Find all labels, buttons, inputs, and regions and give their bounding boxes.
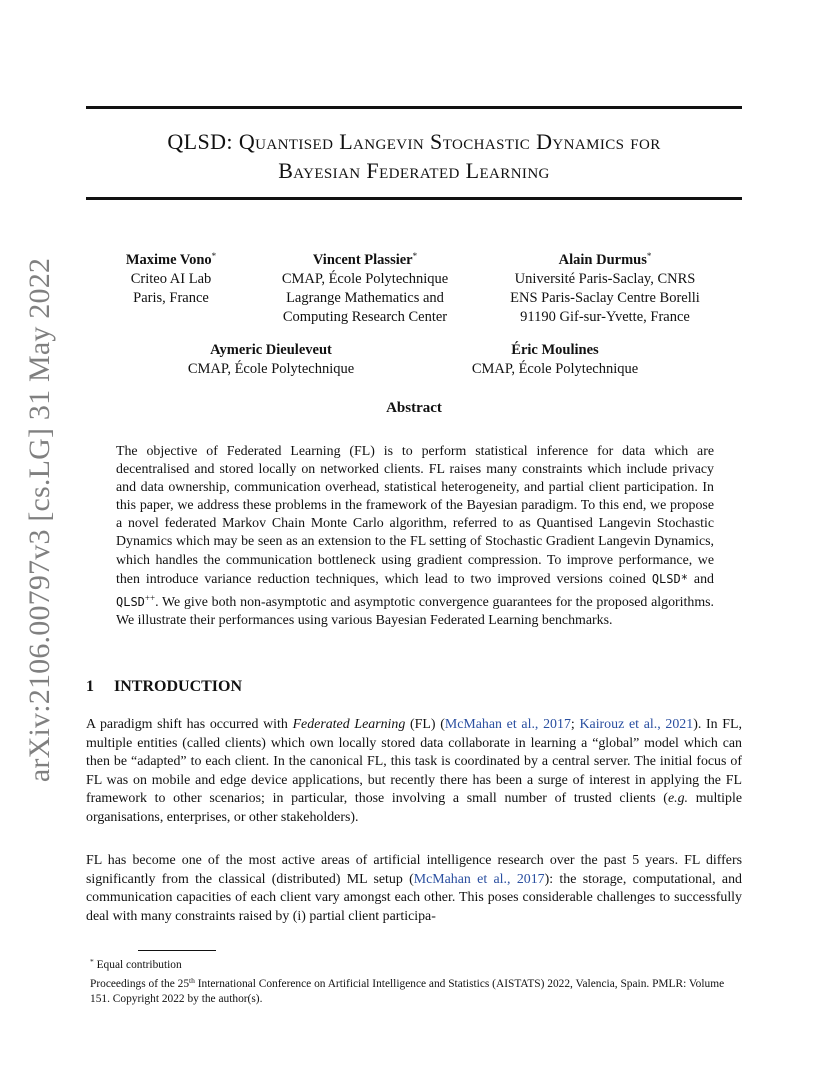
author-affiliation: Lagrange Mathematics and — [286, 290, 444, 306]
citation-link[interactable]: McMahan et al., 2017 — [413, 871, 545, 887]
footnote-rule — [138, 950, 216, 951]
title-top-rule — [86, 106, 742, 109]
author-affiliation: Criteo AI Lab — [130, 271, 212, 287]
citation-link[interactable]: Kairouz et al., 2021 — [579, 717, 694, 732]
author-block — [96, 247, 246, 308]
author-name: Vincent Plassier* — [312, 251, 418, 268]
author-block — [492, 247, 718, 327]
author-affiliation: CMAP, École Polytechnique — [281, 271, 449, 287]
author-name: Éric Moulines — [511, 342, 599, 358]
section-title: INTRODUCTION — [114, 678, 243, 695]
abstract-body: The objective of Federated Learning (FL) is to perform statistical inference for data which are decentralised and stored locally on networked clients. FL raises many constraints which include privacy and data ownership, communication overhead, statistical heterogeneity, and partial client participation. In this paper, we address these problems in the framework of the Bayesian paradigm. To this end, we propose a novel federated Markov Chain Monte Carlo algorithm, referred to as Quantised Langevin Stochastic Dynamics which may be seen as an extension to the FL setting of Stochastic Gradient Langevin Dynamics, which handles the communication bottleneck using gradient compression. To improve performance, we then introduce variance reduction techniques, which lead to two improved versions coined QLSD* and QLSD++. We give both non-asymptotic and asymptotic convergence guarantees for the proposed algorithms. We illustrate their performances using various Bayesian Federated Learning benchmarks. — [116, 444, 714, 628]
author-block — [262, 247, 468, 327]
author-name: Alain Durmus* — [558, 251, 652, 268]
author-name: Maxime Vono* — [125, 251, 217, 268]
author-name: Aymeric Dieuleveut — [210, 342, 332, 358]
body-paragraph: A paradigm shift has occurred with Federated Learning (FL) (McMahan et al., 2017; Kairouz et al., 2021). In FL, multiple entities (called clients) which own locally stored data collaborate in learning a “global” model which can then be “adapted” to each client. In the canonical FL, this task is coordinated by a central server. The initial focus of FL was on mobile and edge device applications, but recently there has been a surge of interest in applying the FL framework to other scenarios; in particular, those involving a small number of trusted clients (e.g. multiple organisations, enterprises, or other stakeholders). — [86, 717, 742, 825]
author-block — [452, 341, 658, 379]
title-line-2: Bayesian Federated Learning — [278, 158, 550, 183]
footnote-equal-contribution: * Equal contribution — [90, 957, 182, 971]
author-affiliation: CMAP, École Polytechnique — [187, 361, 355, 377]
paper-title — [86, 127, 742, 185]
footnotes — [90, 954, 742, 1007]
author-affiliation: Paris, France — [133, 290, 209, 306]
arxiv-stamp — [20, 257, 60, 783]
section-heading — [86, 678, 242, 696]
author-affiliation: Université Paris-Saclay, CNRS — [514, 271, 696, 287]
author-affiliation: 91190 Gif-sur-Yvette, France — [520, 309, 690, 325]
section-number: 1 — [86, 678, 94, 695]
abstract-heading: Abstract — [386, 400, 442, 416]
body-paragraph: FL has become one of the most active areas of artificial intelligence research over the past 5 years. FL differs significantly from the classical (distributed) ML setup (McMahan et al., 2017): the storage, computational, and communication capacities of each client vary amongst each other. This poses considerable challenges to successfully deal with many constraints raised by (i) partial client participa- — [86, 853, 742, 924]
author-affiliation: CMAP, École Polytechnique — [471, 361, 639, 377]
citation-link[interactable]: McMahan et al., 2017 — [444, 717, 571, 732]
title-line-1: QLSD: Quantised Langevin Stochastic Dynamics for — [167, 129, 661, 154]
algorithm-name: QLSD* — [651, 571, 688, 586]
author-affiliation: Computing Research Center — [282, 309, 448, 325]
arxiv-identifier: arXiv:2106.00797v3 [cs.LG] 31 May 2022 — [23, 257, 57, 783]
title-bottom-rule — [86, 197, 742, 200]
footnote-proceedings: Proceedings of the 25th International Conference on Artificial Intelligence and Statistics (AISTATS) 2022, Valencia, Spain. PMLR: Volume 151. Copyright 2022 by the author(s). — [90, 976, 725, 1005]
author-block — [168, 341, 374, 379]
author-affiliation: ENS Paris-Saclay Centre Borelli — [510, 290, 700, 306]
algorithm-name: QLSD — [116, 594, 145, 609]
